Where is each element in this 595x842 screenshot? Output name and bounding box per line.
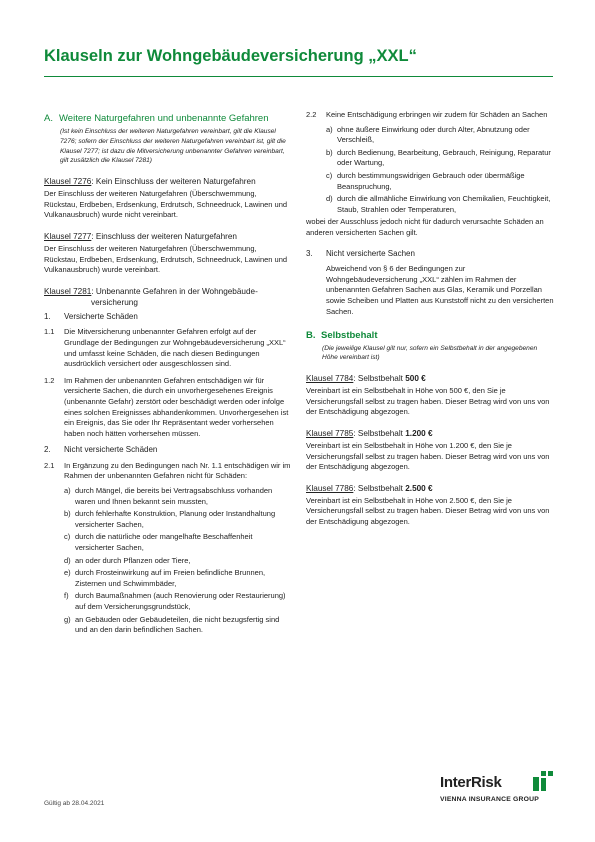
clause-7281-title-cont: versicherung: [91, 297, 138, 307]
clause-7785-title: : Selbstbehalt: [353, 429, 406, 439]
item-letter: f): [64, 591, 69, 601]
item-text: an Gebäuden oder Gebäudeteilen, die nicht bezugsfertig sind und an den darin befindlichen Sachen.: [75, 614, 280, 635]
clause-7784-title: : Selbstbehalt: [353, 374, 406, 384]
clause-7277-heading: [44, 231, 292, 242]
item-letter: e): [64, 568, 71, 578]
section-b-heading: [306, 331, 554, 342]
left-column: [44, 110, 292, 638]
list-item: [326, 171, 554, 192]
clause-7277-title: : Einschluss der weiteren Naturgefahren: [91, 231, 237, 241]
p11-number: 1.1: [44, 327, 55, 337]
list-item: [64, 615, 292, 636]
h3-number: 3.: [306, 248, 313, 258]
p22-tail: wobei der Ausschluss jedoch nicht für dadurch verursachte Schäden an anderen versicherten Sachen gilt.: [306, 217, 544, 237]
clause-7281-heading: [44, 286, 292, 308]
item-letter: c): [326, 170, 333, 180]
section-a-heading: [44, 113, 292, 124]
item-text: durch Frosteinwirkung auf im Freien befindliche Brunnen, Zisternen und Schwimmbäder,: [75, 568, 266, 588]
h3-text: Nicht versicherte Sachen: [326, 248, 415, 258]
item-text: durch Bedienung, Bearbeitung, Gebrauch, Reinigung, Reparatur oder Wartung,: [337, 147, 551, 168]
clause-7786-amount: 2.500 €: [405, 483, 433, 493]
item-text: durch die allmähliche Einwirkung von Chemikalien, Feuchtigkeit, Staub, Strahlen oder Temperaturen,: [337, 194, 551, 214]
clause-7784-text: Vereinbart ist ein Selbstbehalt in Höhe von 500 €, den Sie je Versicherungsfall selbst zu tragen haben. Dieser Betrag wird von uns von der Entschädigung abgezogen.: [306, 386, 550, 417]
h1-number: 1.: [44, 311, 51, 321]
clause-7281-p11: [44, 327, 292, 369]
clause-7281-p21: [44, 461, 292, 482]
item-text: durch Mängel, die bereits bei Vertragsabschluss vorhanden waren und Ihnen bekannt sein mussten,: [75, 486, 273, 506]
p12-text: Im Rahmen der unbenannten Gefahren entschädigen wir für versicherte Sachen, die durch ein unvorhergesehenes Ereignis (unbenannte Gefahr) zerstört oder beschädigt werden oder infolge eines solchen Ereignisses abhandenkommen. Unvorhergesehen ist ein Ereignis, das Sie oder Ihr Repräsentant weder vorhersehen haben noch hätten vorhersehen müssen.: [64, 375, 289, 438]
item-text: durch bestimmungswidrigen Gebrauch oder übermäßige Beanspruchung,: [337, 170, 525, 191]
title-divider: [44, 76, 553, 77]
list-item: [64, 568, 292, 589]
right-column: [306, 110, 554, 538]
list-item: [64, 486, 292, 507]
clause-7276-text: Der Einschluss der weiteren Naturgefahren (Überschwemmung, Rückstau, Erdbeben, Erdsenkung, Erdrutsch, Schneedruck, Lawinen und Vulkanausbruch) wurde nicht vereinbart.: [44, 189, 288, 220]
item-letter: c): [64, 532, 71, 542]
clause-7786-text: Vereinbart ist ein Selbstbehalt in Höhe von 2.500 €, den Sie je Versicherungsfall selbst zu tragen haben. Dieser Betrag wird von uns von der Entschädigung abgezogen.: [306, 495, 550, 527]
section-a-letter: A.: [44, 113, 53, 124]
clause-7785-heading: [306, 428, 554, 439]
clause-7784-link[interactable]: Klausel 7784: [306, 374, 354, 384]
section-b-letter: B.: [306, 330, 316, 342]
validity-date: Gültig ab 28.04.2021: [44, 800, 105, 807]
p22-text: Keine Entschädigung erbringen wir zudem für Schäden an Sachen: [326, 110, 548, 119]
h1-text: Versicherte Schäden: [64, 311, 138, 321]
document-title: Klauseln zur Wohngebäudeversicherung „XXL“: [44, 47, 417, 65]
p11-text: Die Mitversicherung unbenannter Gefahren erfolgt auf der Grundlage der Bedingungen zur Wohngebäudeversicherung „XXL“ und umfasst keine Schäden, die nach diesen Bedingungen ausdrücklich versichert oder ausgeschlossen sind.: [64, 327, 286, 369]
p21-number: 2.1: [44, 460, 55, 470]
item-text: durch fehlerhafte Konstruktion, Planung oder Instandhaltung versicherter Sachen,: [75, 509, 276, 529]
clause-7281-title: : Unbenannte Gefahren in der Wohngebäude-: [91, 286, 258, 296]
item-letter: d): [326, 194, 333, 204]
clause-7786-link[interactable]: Klausel 7786: [306, 483, 354, 493]
clause-7281-item-list: [44, 486, 292, 636]
list-item: [64, 509, 292, 530]
clause-7785-amount: 1.200 €: [405, 429, 433, 439]
item-text: an oder durch Pflanzen oder Tiere,: [75, 555, 191, 565]
logo-subtitle: VIENNA INSURANCE GROUP: [440, 796, 539, 803]
logo-mark-icon: [533, 771, 553, 791]
item-text: durch Baumaßnahmen (auch Renovierung oder Restaurierung) auf dem Versicherungsgrundstück,: [75, 591, 286, 611]
section-a-note: (Ist kein Einschluss der weiteren Naturgefahren vereinbart, gilt die Klausel 7276; sofern der Einschluss der weiteren Naturgefahren vereinbart ist, gilt die Klausel 7277; ist dazu die Mitversicherung unbenannter Gefahren vereinbart, gilt zusätzlich die Klausel 7281): [60, 128, 286, 165]
p22-item-list: [306, 125, 554, 216]
clause-7277-text: Der Einschluss der weiteren Naturgefahren (Überschwemmung, Rückstau, Erdbeben, Erdsenkung, Erdrutsch, Schneedruck, Lawinen und Vulkanausbruch) wurde vereinbart.: [44, 243, 288, 275]
h2-text: Nicht versicherte Schäden: [64, 445, 158, 455]
clause-7786-title: : Selbstbehalt: [353, 483, 406, 493]
clause-7276-heading: [44, 176, 292, 187]
clause-7786-heading: [306, 483, 554, 494]
list-item: [326, 194, 554, 215]
clause-7281-p12: [44, 376, 292, 440]
clause-7281-p22: [306, 110, 554, 121]
interrisk-logo: [440, 771, 555, 811]
clause-7785-text: Vereinbart ist ein Selbstbehalt in Höhe von 1.200 €, den Sie je Versicherungsfall selbst zu tragen haben. Dieser Betrag wird von uns von der Entschädigung abgezogen.: [306, 441, 550, 472]
item-letter: a): [64, 486, 71, 496]
clause-7784-heading: [306, 373, 554, 384]
section-a-title: Weitere Naturgefahren und unbenannte Gefahren: [59, 113, 269, 124]
item-text: ohne äußere Einwirkung oder durch Alter, Abnutzung oder Verschleiß,: [337, 124, 530, 145]
p22-number: 2.2: [306, 110, 317, 119]
p21-text: In Ergänzung zu den Bedingungen nach Nr. 1.1 entschädigen wir im Rahmen der unbenannten Gefahren nicht für Schäden:: [64, 460, 291, 481]
section-b-title: Selbstbehalt: [321, 330, 378, 342]
clause-7277-link[interactable]: Klausel 7277: [44, 231, 92, 241]
list-item: [64, 556, 292, 567]
list-item: [64, 591, 292, 612]
item-letter: d): [64, 555, 71, 565]
item-letter: b): [326, 147, 333, 157]
clause-7785-link[interactable]: Klausel 7785: [306, 429, 354, 439]
clause-7281-h1: [44, 312, 292, 323]
clause-7276-link[interactable]: Klausel 7276: [44, 177, 92, 187]
p12-number: 1.2: [44, 375, 55, 385]
list-item: [326, 148, 554, 169]
clause-7281-link[interactable]: Klausel 7281: [44, 286, 92, 296]
list-item: [64, 532, 292, 553]
item-letter: a): [326, 124, 333, 134]
p3-text: Abweichend von § 6 der Bedingungen zur Wohngebäudeversicherung „XXL“ zählen im Rahmen der unbenannten Gefahren Sachen aus Glas, Keramik und Porzellan sowie Scheiben und Platten aus Kunststoff nicht zu den versicherten Sachen.: [326, 264, 554, 316]
clause-7784-amount: 500 €: [405, 374, 426, 384]
item-letter: g): [64, 614, 71, 624]
section-b-note: (Die jeweilige Klausel gilt nur, sofern ein Selbstbehalt in der angegebenen Höhe vereinbart ist): [322, 344, 538, 362]
item-text: durch die natürliche oder mangelhafte Beschaffenheit versicherter Sachen,: [75, 532, 253, 553]
logo-wordmark: InterRisk: [440, 774, 502, 791]
list-item: [326, 125, 554, 146]
h2-number: 2.: [44, 445, 51, 455]
item-letter: b): [64, 509, 71, 519]
clause-7276-title: : Kein Einschluss der weiteren Naturgefahren: [91, 177, 256, 187]
clause-7281-h3: [306, 249, 554, 260]
clause-7281-h2: [44, 445, 292, 456]
